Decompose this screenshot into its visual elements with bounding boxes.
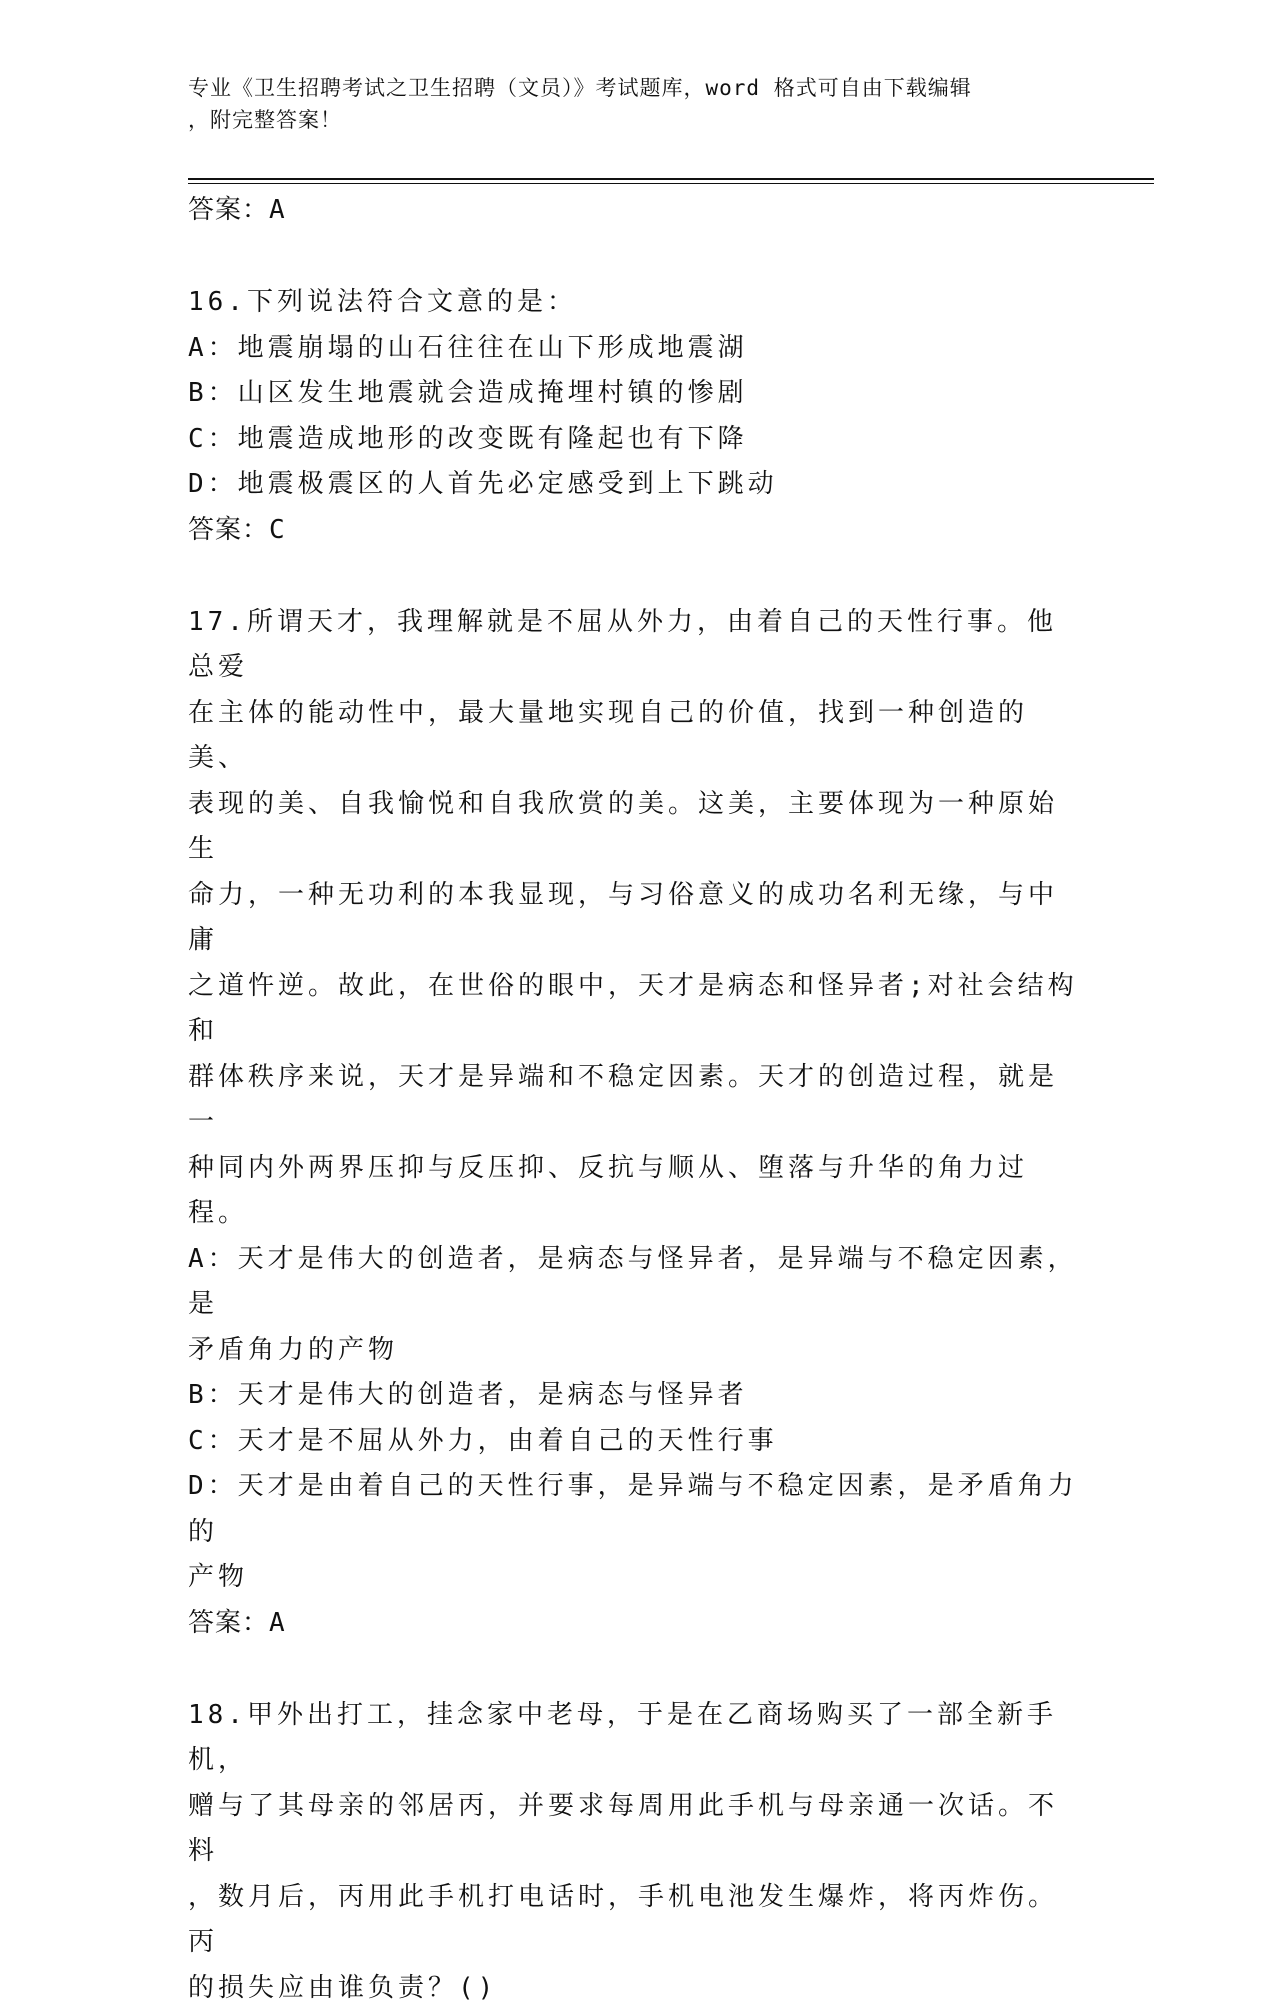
exam-content [188,190,1078,2011]
question-16 [188,280,1078,550]
question-16-option-d: D：地震极震区的人首先必定感受到上下跳动 [188,462,1078,508]
question-17-stem-line: 命力，一种无功利的本我显现，与习俗意义的成功名利无缘，与中庸 [188,873,1078,964]
question-17 [188,600,1078,1643]
question-16-answer: 答案：C [188,510,1078,550]
question-17-option-a-continued: 矛盾角力的产物 [188,1328,1078,1374]
header-rule-thick [188,178,1154,180]
header-rule-thin [188,183,1154,184]
page-header [188,72,1068,136]
question-17-stem-line: 之道忤逆。故此，在世俗的眼中，天才是病态和怪异者;对社会结构和 [188,964,1078,1055]
question-17-option-d-continued: 产物 [188,1555,1078,1601]
question-18-stem-line: 赠与了其母亲的邻居丙，并要求每周用此手机与母亲通一次话。不料 [188,1784,1078,1875]
question-18-stem-line: 18.甲外出打工，挂念家中老母，于是在乙商场购买了一部全新手机， [188,1693,1078,1784]
question-17-option-a: A：天才是伟大的创造者，是病态与怪异者，是异端与不稳定因素，是 [188,1237,1078,1328]
question-17-option-c: C：天才是不屈从外力，由着自己的天性行事 [188,1419,1078,1465]
question-17-stem-line: 种同内外两界压抑与反压抑、反抗与顺从、堕落与升华的角力过程。 [188,1146,1078,1237]
question-17-option-d: D：天才是由着自己的天性行事，是异端与不稳定因素，是矛盾角力的 [188,1464,1078,1555]
question-18-stem-line: 的损失应由谁负责？() [188,1966,1078,2011]
question-18 [188,1693,1078,2011]
question-17-stem-line: 在主体的能动性中，最大量地实现自己的价值，找到一种创造的美、 [188,691,1078,782]
question-17-stem-line: 17.所谓天才，我理解就是不屈从外力，由着自己的天性行事。他总爱 [188,600,1078,691]
question-17-option-b: B：天才是伟大的创造者，是病态与怪异者 [188,1373,1078,1419]
question-16-option-b: B：山区发生地震就会造成掩埋村镇的惨剧 [188,371,1078,417]
question-18-stem-line: ，数月后，丙用此手机打电话时，手机电池发生爆炸，将丙炸伤。丙 [188,1875,1078,1966]
question-17-stem-line: 表现的美、自我愉悦和自我欣赏的美。这美，主要体现为一种原始生 [188,782,1078,873]
question-17-answer: 答案：A [188,1603,1078,1643]
header-title-line-1: 专业《卫生招聘考试之卫生招聘（文员）》考试题库，word 格式可自由下载编辑 [188,72,1068,104]
answer-15: 答案：A [188,190,1078,230]
header-title-line-2: ，附完整答案！ [188,104,1068,136]
question-17-stem-line: 群体秩序来说，天才是异端和不稳定因素。天才的创造过程，就是一 [188,1055,1078,1146]
question-16-stem: 16.下列说法符合文意的是： [188,280,1078,326]
question-16-option-a: A：地震崩塌的山石往往在山下形成地震湖 [188,326,1078,372]
question-16-option-c: C：地震造成地形的改变既有隆起也有下降 [188,417,1078,463]
